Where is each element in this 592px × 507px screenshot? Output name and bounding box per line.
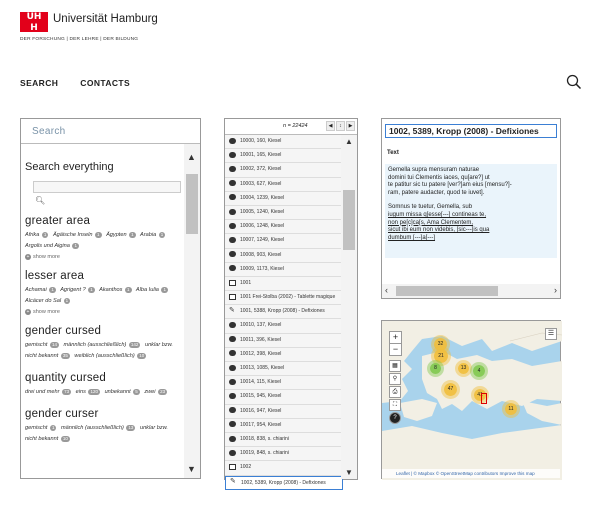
logo-mark-line1: UH — [26, 12, 42, 22]
scroll-up-icon[interactable]: ▲ — [345, 137, 353, 146]
results-count: n = 22424 — [283, 123, 308, 129]
list-item[interactable] — [225, 234, 343, 248]
map-layers-icon[interactable]: ▦ — [389, 360, 401, 372]
text-line: Gemella supra mensuram naturae — [388, 167, 480, 173]
text-line: non pe[c]ca[s, Ama Clementem, — [388, 219, 474, 226]
text-line: te patitur sic tu patere [ver?]am eius [mensu?]- — [388, 182, 512, 189]
list-item[interactable] — [225, 348, 343, 362]
text-line: sicut ibi eum non videbis, [sic---]is qua — [388, 227, 490, 234]
facet-item[interactable]: Ägäische Inseln 1 — [52, 231, 100, 238]
facet-item[interactable]: zwei 23 — [144, 388, 166, 395]
scroll-right-icon[interactable]: › — [554, 285, 557, 295]
list-item[interactable] — [225, 163, 343, 177]
list-item-label: 10002, 372, Kiesel — [240, 166, 282, 173]
map-cluster-marker[interactable]: 8 — [430, 363, 441, 374]
facet-item[interactable]: Ägypten 1 — [106, 231, 134, 238]
scroll-left-icon[interactable]: ‹ — [385, 285, 388, 295]
list-item[interactable] — [225, 476, 343, 490]
list-item[interactable] — [225, 149, 343, 163]
map-attribution[interactable]: Leaflet | © Mapbox © OpenStreetMap contributors Improve this map — [382, 469, 560, 478]
text-line: domini tui Clementis iaces, qu[are?] ut — [388, 174, 490, 181]
plus-icon: + — [26, 309, 30, 315]
record-title: 1002, 5389, Kropp (2008) - Defixiones — [385, 124, 557, 138]
list-item[interactable] — [225, 206, 343, 220]
map-land — [382, 321, 562, 480]
logo-mark — [20, 12, 48, 32]
facet-items — [25, 285, 181, 307]
pebble-icon — [229, 379, 236, 385]
facet-count-badge: 5 — [135, 388, 138, 394]
facet-count-badge: 10 — [62, 435, 68, 441]
list-item-label: 1001 Frei-Stolba (2002) - Tablette magique — [240, 294, 336, 301]
facet-group-title[interactable]: gender cursed — [25, 325, 102, 337]
logo-name: Universität Hamburg — [53, 13, 158, 25]
zoom-out-button[interactable]: − — [392, 344, 399, 354]
pebble-icon — [229, 180, 236, 186]
show-more-link[interactable]: + show more — [26, 254, 60, 260]
list-item[interactable] — [225, 461, 343, 475]
facet-item[interactable]: unklar bzw. nicht bekannt 10 — [25, 425, 168, 442]
facet-item[interactable]: Achamai 1 — [25, 286, 54, 293]
pebble-icon — [229, 209, 236, 215]
list-item-label: 10007, 1249, Kiesel — [240, 237, 285, 244]
pebble-icon — [229, 265, 236, 271]
pebble-icon — [229, 336, 236, 342]
facet-count-badge: 1 — [163, 286, 166, 292]
list-item[interactable] — [225, 419, 343, 433]
list-item[interactable] — [225, 433, 343, 447]
facet-count-badge: 73 — [64, 388, 70, 394]
facet-count-badge: 1 — [74, 242, 77, 248]
text-line: Somnus te tuetur, Gemella, sub — [388, 204, 473, 211]
facet-group-title[interactable]: quantity cursed — [25, 372, 106, 384]
list-item[interactable] — [225, 405, 343, 419]
facet-item[interactable]: weiblich (ausschließlich) 10 — [74, 352, 145, 359]
facet-group-title[interactable]: lesser area — [25, 270, 85, 282]
map-help-icon[interactable]: ? — [389, 412, 401, 424]
facet-item[interactable]: männlich (ausschließlich) 142 — [63, 341, 139, 348]
next-page-icon[interactable]: ▶ — [346, 121, 355, 131]
nav-contacts[interactable]: CONTACTS — [80, 78, 131, 88]
results-pager — [326, 121, 355, 131]
facet-item[interactable]: eins 120 — [75, 388, 98, 395]
list-item-label: 10013, 1085, Kiesel — [240, 365, 285, 371]
list-item[interactable] — [225, 291, 343, 305]
pencil-icon: ✎ — [229, 306, 235, 314]
list-item[interactable] — [225, 319, 343, 333]
sort-icon[interactable]: ↕ — [336, 121, 345, 131]
facet-count-badge: 1 — [51, 424, 55, 430]
text-panel — [381, 118, 561, 299]
facet-item[interactable]: Alcácer do Sal 1 — [25, 297, 69, 304]
map-cluster-marker[interactable]: 41 — [474, 389, 486, 401]
facet-item[interactable]: Afrika 1 — [25, 231, 47, 238]
list-item[interactable] — [225, 376, 343, 390]
facets-body — [21, 144, 185, 478]
facet-group-title[interactable]: gender curser — [25, 408, 99, 420]
facet-item[interactable]: Agrigent ? 1 — [60, 286, 93, 293]
facets-panel — [20, 118, 201, 479]
map-menu-icon[interactable]: ☰ — [545, 328, 557, 340]
list-item-label: 10005, 1240, Kiesel — [240, 208, 285, 215]
facet-count-badge: 1 — [51, 286, 54, 292]
prev-page-icon[interactable]: ◀ — [326, 121, 335, 131]
search-everything-input[interactable] — [33, 181, 181, 193]
list-item[interactable] — [225, 263, 343, 277]
pencil-icon: ✎ — [230, 478, 236, 486]
list-item-label: 1002, 5389, Kropp (2008) - Defixiones — [241, 479, 326, 486]
list-item-label: 10000, 160, Kiesel — [240, 138, 282, 144]
document-icon — [229, 294, 236, 300]
list-item-label: 10006, 1248, Kiesel — [240, 223, 285, 230]
map-cluster-marker[interactable]: 32 — [434, 338, 447, 351]
logo-mark-line2: H — [30, 23, 38, 33]
facet-count-badge: 23 — [160, 388, 166, 394]
map-cluster-marker[interactable]: 4 — [473, 365, 485, 377]
facet-count-badge: 1 — [90, 286, 93, 292]
list-item[interactable] — [225, 192, 343, 206]
facet-count-badge: 1 — [127, 286, 130, 292]
list-item-label: 10012, 398, Kiesel — [240, 350, 282, 357]
text-label: Text — [387, 150, 399, 156]
text-line: iugum missa q[esse[---] contineas te, — [388, 211, 487, 218]
facet-items — [25, 423, 181, 445]
show-more-link[interactable]: + show more — [26, 309, 60, 315]
facet-count-badge: 1 — [65, 297, 69, 303]
map-cluster-marker[interactable]: 21 — [434, 349, 448, 363]
zoom-in-button[interactable]: + — [390, 332, 401, 344]
pebble-icon — [229, 251, 236, 257]
facet-count-badge: 1 — [96, 231, 100, 237]
facet-items — [25, 340, 181, 362]
results-rows — [225, 135, 343, 486]
map-zoom-control[interactable] — [389, 331, 402, 356]
search-icon[interactable] — [566, 74, 582, 90]
plus-icon: + — [26, 254, 30, 260]
main-nav — [20, 78, 130, 88]
facet-count-badge: 13 — [128, 424, 134, 430]
results-list — [224, 118, 358, 486]
facet-search-input[interactable]: Search — [21, 119, 200, 144]
list-item[interactable] — [225, 178, 343, 192]
map-print-icon[interactable]: ⎙ — [389, 386, 401, 398]
text-line: ram, patere audacter, quod te iuvet]. — [388, 189, 485, 196]
facet-item[interactable]: Alba Iulia 1 — [135, 286, 166, 293]
facet-count-badge: 10 — [139, 352, 145, 358]
list-item-label: 10011, 396, Kiesel — [240, 336, 282, 343]
pebble-icon — [229, 436, 236, 442]
facet-item[interactable]: Argolis und Aigina 1 — [25, 242, 77, 249]
pebble-icon — [229, 138, 236, 144]
facet-count-badge: 142 — [130, 341, 139, 347]
list-item-label: 10003, 627, Kiesel — [240, 180, 282, 187]
pebble-icon — [229, 393, 236, 399]
map-fullscreen-icon[interactable]: ⛶ — [389, 399, 401, 411]
facet-item[interactable]: Akanthos 1 — [99, 286, 130, 293]
results-scroll-thumb[interactable] — [343, 190, 355, 250]
list-item-label: 1001 — [240, 279, 252, 286]
text-line: dumbum [---]a[---] — [388, 234, 436, 241]
facet-item[interactable]: männlich (ausschließlich) 13 — [61, 424, 134, 431]
pebble-icon — [229, 450, 236, 456]
list-item[interactable] — [225, 362, 343, 376]
search-everything-heading: Search everything — [25, 161, 114, 173]
facets-scroll-thumb[interactable] — [186, 174, 198, 234]
inscription-text — [385, 164, 557, 258]
results-toolbar — [225, 119, 357, 135]
pebble-icon — [229, 223, 236, 229]
pebble-icon — [229, 365, 236, 371]
map-tools — [389, 360, 401, 425]
list-item[interactable] — [225, 447, 343, 461]
facet-group-title[interactable]: greater area — [25, 215, 91, 227]
text-scroll-thumb[interactable] — [396, 286, 498, 296]
facet-item[interactable]: Arabia 1 — [140, 231, 164, 238]
results-scrollbar[interactable] — [341, 135, 357, 479]
nav-search[interactable]: SEARCH — [20, 78, 59, 88]
facet-item[interactable]: unklar bzw. nicht bekannt 35 — [25, 342, 173, 359]
facet-groups — [25, 215, 181, 445]
pebble-icon — [229, 166, 236, 172]
logo-tagline: DER FORSCHUNG | DER LEHRE | DER BILDUNG — [20, 37, 139, 42]
list-item-label: 10018, 838, s. chiarini — [240, 435, 289, 442]
list-item[interactable] — [225, 249, 343, 263]
list-item-label: 10001, 165, Kiesel — [240, 152, 282, 159]
facet-item[interactable]: gemischt 1 — [25, 424, 55, 431]
document-icon — [229, 280, 236, 286]
facet-count-badge: 1 — [131, 231, 134, 237]
scroll-down-icon[interactable]: ▼ — [345, 468, 353, 477]
map-cluster-marker[interactable]: 13 — [458, 363, 469, 374]
text-hscrollbar[interactable] — [382, 284, 560, 298]
pebble-icon — [229, 152, 236, 158]
document-icon — [229, 464, 236, 470]
list-item-label: 10014, 115, Kiesel — [240, 379, 282, 386]
scroll-up-icon[interactable]: ▲ — [187, 152, 196, 162]
list-item-label: 10009, 1173, Kiesel — [240, 265, 284, 272]
facet-item[interactable]: unbekannt 5 — [104, 388, 138, 395]
facet-items — [25, 387, 181, 398]
list-item-label: 10019, 848, s. chiarini — [240, 450, 289, 457]
pebble-icon — [229, 194, 236, 200]
list-item[interactable] — [225, 334, 343, 348]
search-everything-icon[interactable]: 🔍︎ — [35, 196, 46, 205]
list-item-label: 1002 — [240, 464, 252, 471]
list-item[interactable] — [225, 220, 343, 234]
list-item[interactable] — [225, 305, 343, 319]
map-search-icon[interactable]: ⚲ — [389, 373, 401, 385]
pebble-icon — [229, 350, 236, 356]
list-item-label: 10008, 903, Kiesel — [240, 251, 282, 258]
map-panel[interactable] — [381, 320, 561, 479]
scroll-down-icon[interactable]: ▼ — [187, 464, 196, 474]
map-cluster-marker[interactable]: 47 — [444, 383, 457, 396]
facet-item[interactable]: gemischt 14 — [25, 341, 57, 348]
pebble-icon — [229, 322, 236, 328]
facet-items — [25, 230, 181, 252]
facet-item[interactable]: drei und mehr 73 — [25, 388, 70, 395]
selected-marker[interactable] — [481, 393, 487, 404]
facet-count-badge: 14 — [51, 341, 57, 347]
list-item[interactable] — [225, 135, 343, 149]
list-item-label: 10017, 954, Kiesel — [240, 421, 282, 428]
facet-count-badge: 1 — [160, 231, 164, 237]
facet-count-badge: 120 — [90, 388, 98, 394]
list-item-label: 10016, 947, Kiesel — [240, 407, 282, 414]
facet-count-badge: 35 — [62, 352, 68, 358]
map-cluster-marker[interactable]: 11 — [505, 403, 517, 415]
list-item[interactable] — [225, 277, 343, 291]
list-item-label: 1001, 5388, Kropp (2008) - Defixiones — [240, 308, 325, 315]
list-item[interactable] — [225, 390, 343, 404]
list-item-label: 10015, 945, Kiesel — [240, 393, 282, 400]
pebble-icon — [229, 237, 236, 243]
list-item-label: 10010, 137, Kiesel — [240, 322, 282, 329]
pebble-icon — [229, 407, 236, 413]
facets-scrollbar[interactable] — [184, 144, 200, 478]
list-item-label: 10004, 1239, Kiesel — [240, 194, 285, 201]
facet-count-badge: 1 — [43, 231, 47, 237]
pebble-icon — [229, 421, 236, 427]
